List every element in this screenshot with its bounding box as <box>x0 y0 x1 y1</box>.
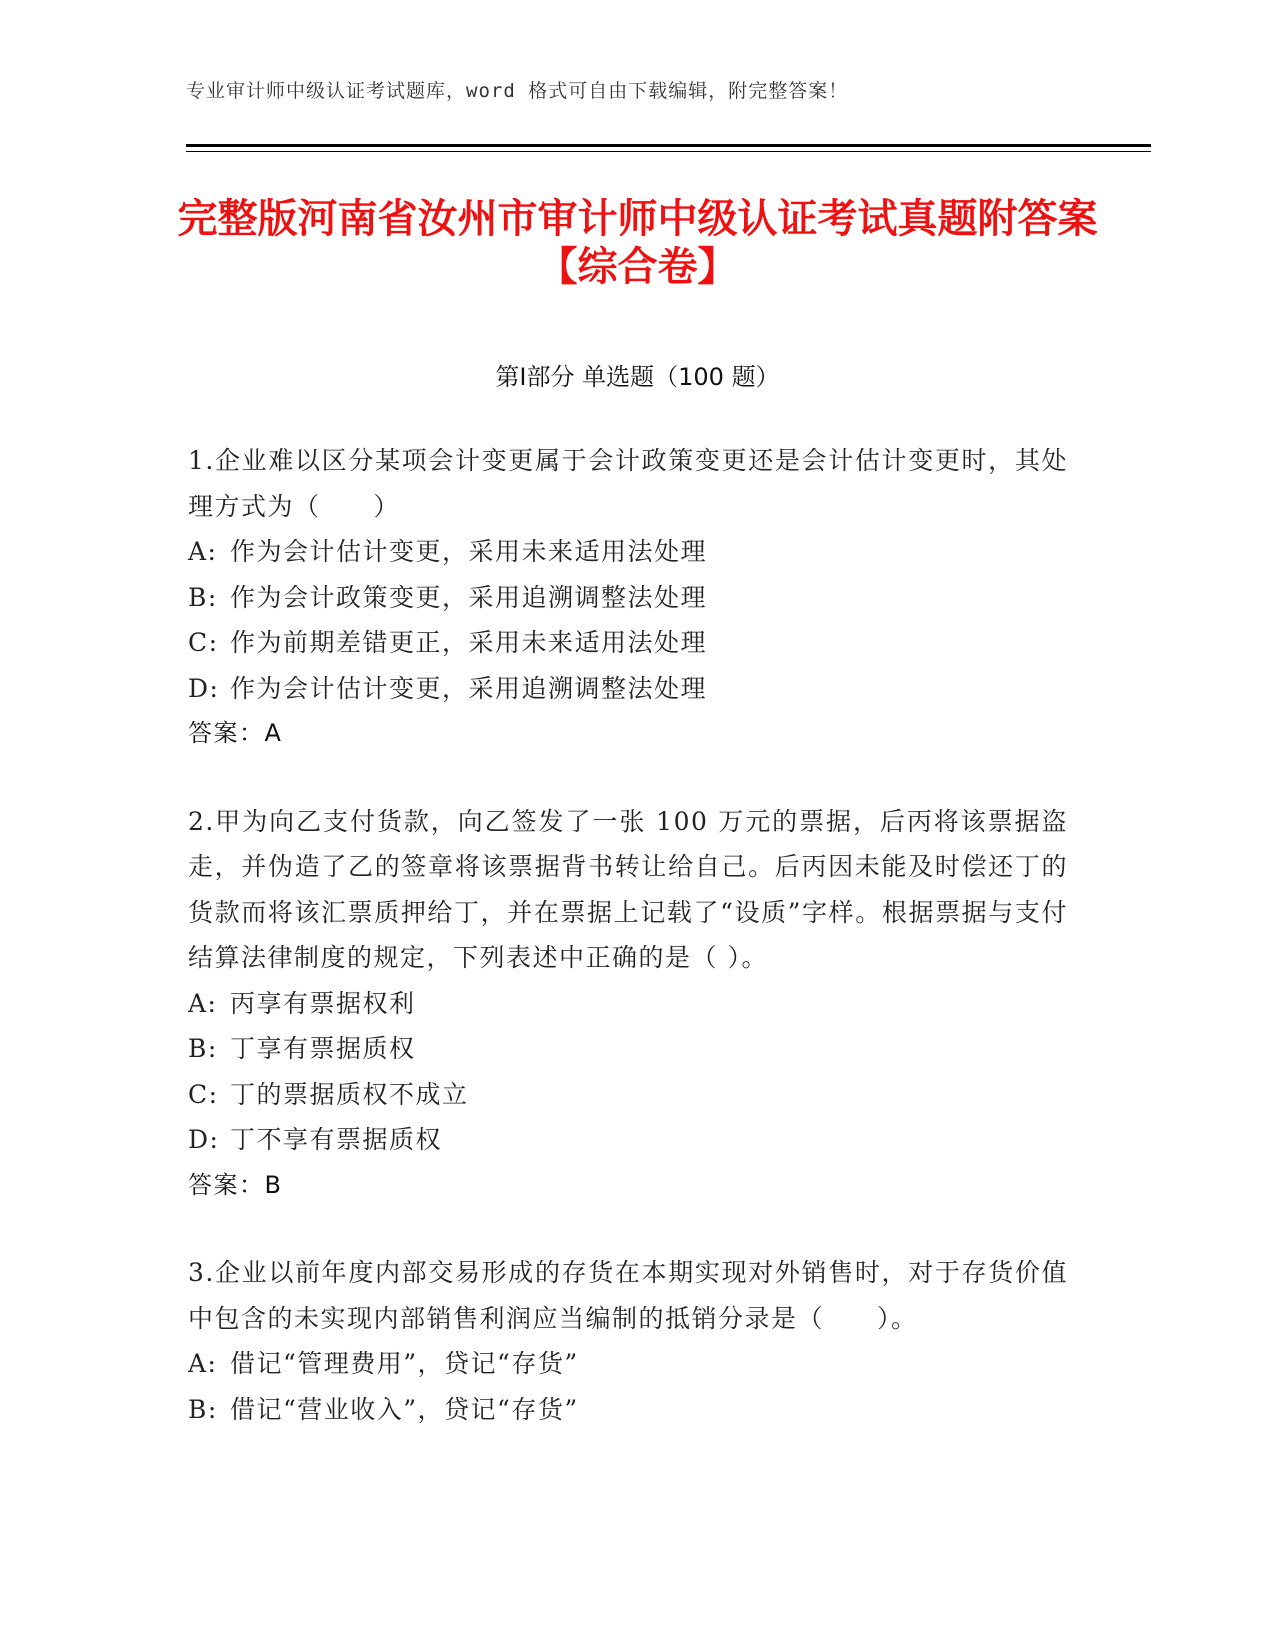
option-text: 丙享有票据权利 <box>230 988 416 1018</box>
option-text: 借记“管理费用”，贷记“存货” <box>230 1349 579 1378</box>
question-text: 2.甲为向乙支付货款，向乙签发了一张 100 万元的票据，后丙将该票据盗走，并伪造了乙的签章将该票据背书转让给自己。后丙因未能及时偿还丁的货款而将该汇票质押给丁，并在票据上记载了“设质”字样。根据票据与支付结算法律制度的规定，下列表述中正确的是（ ）。 <box>188 806 1068 972</box>
answer-line: 答案：B <box>188 1170 283 1199</box>
option-text: 作为会计估计变更，采用未来适用法处理 <box>230 537 708 566</box>
option-a <box>188 529 1068 575</box>
option-b <box>188 575 1068 621</box>
option-text: 丁不享有票据质权 <box>230 1125 443 1154</box>
option-letter: D: <box>188 673 220 703</box>
option-b <box>188 1026 1068 1072</box>
question-text: 3.企业以前年度内部交易形成的存货在本期实现对外销售时，对于存货价值中包含的未实现内部销售利润应当编制的抵销分录是（ ）。 <box>188 1258 1068 1333</box>
option-letter: B: <box>188 1394 218 1424</box>
option-c <box>188 1072 1068 1118</box>
section-title: 第Ⅰ部分 单选题（100 题） <box>495 363 780 391</box>
option-a <box>188 1341 1068 1387</box>
header-note: 专业审计师中级认证考试题库，word 格式可自由下载编辑，附完整答案！ <box>186 80 849 102</box>
option-text: 丁享有票据质权 <box>230 1034 416 1063</box>
option-letter: C: <box>188 628 219 657</box>
option-letter: A: <box>188 988 218 1018</box>
question-list <box>188 438 1068 1474</box>
question-1 <box>188 438 1068 757</box>
option-letter: B: <box>188 1034 218 1063</box>
question-text: 1.企业难以区分某项会计变更属于会计政策变更还是会计估计变更时，其处理方式为（ ） <box>188 446 1068 521</box>
document-title: 完整版河南省汝州市审计师中级认证考试真题附答案【综合卷】 <box>177 196 1098 290</box>
question-3 <box>188 1250 1068 1432</box>
option-letter: A: <box>188 1349 218 1378</box>
option-b <box>188 1387 1068 1433</box>
option-text: 作为会计估计变更，采用追溯调整法处理 <box>230 673 708 703</box>
option-letter: D: <box>188 1125 220 1154</box>
question-2 <box>188 799 1068 1209</box>
option-c <box>188 620 1068 666</box>
option-letter: A: <box>188 537 218 566</box>
option-letter: B: <box>188 582 218 612</box>
answer-line: 答案：A <box>188 719 283 747</box>
option-letter: C: <box>188 1079 219 1109</box>
header-rule-thin <box>186 151 1151 152</box>
option-text: 丁的票据质权不成立 <box>230 1079 469 1109</box>
option-text: 借记“营业收入”，贷记“存货” <box>230 1394 579 1424</box>
option-a <box>188 981 1068 1027</box>
option-text: 作为会计政策变更，采用追溯调整法处理 <box>230 582 708 612</box>
option-text: 作为前期差错更正，采用未来适用法处理 <box>230 628 708 657</box>
option-d <box>188 666 1068 712</box>
header-rule-thick <box>186 144 1151 147</box>
option-d <box>188 1117 1068 1163</box>
